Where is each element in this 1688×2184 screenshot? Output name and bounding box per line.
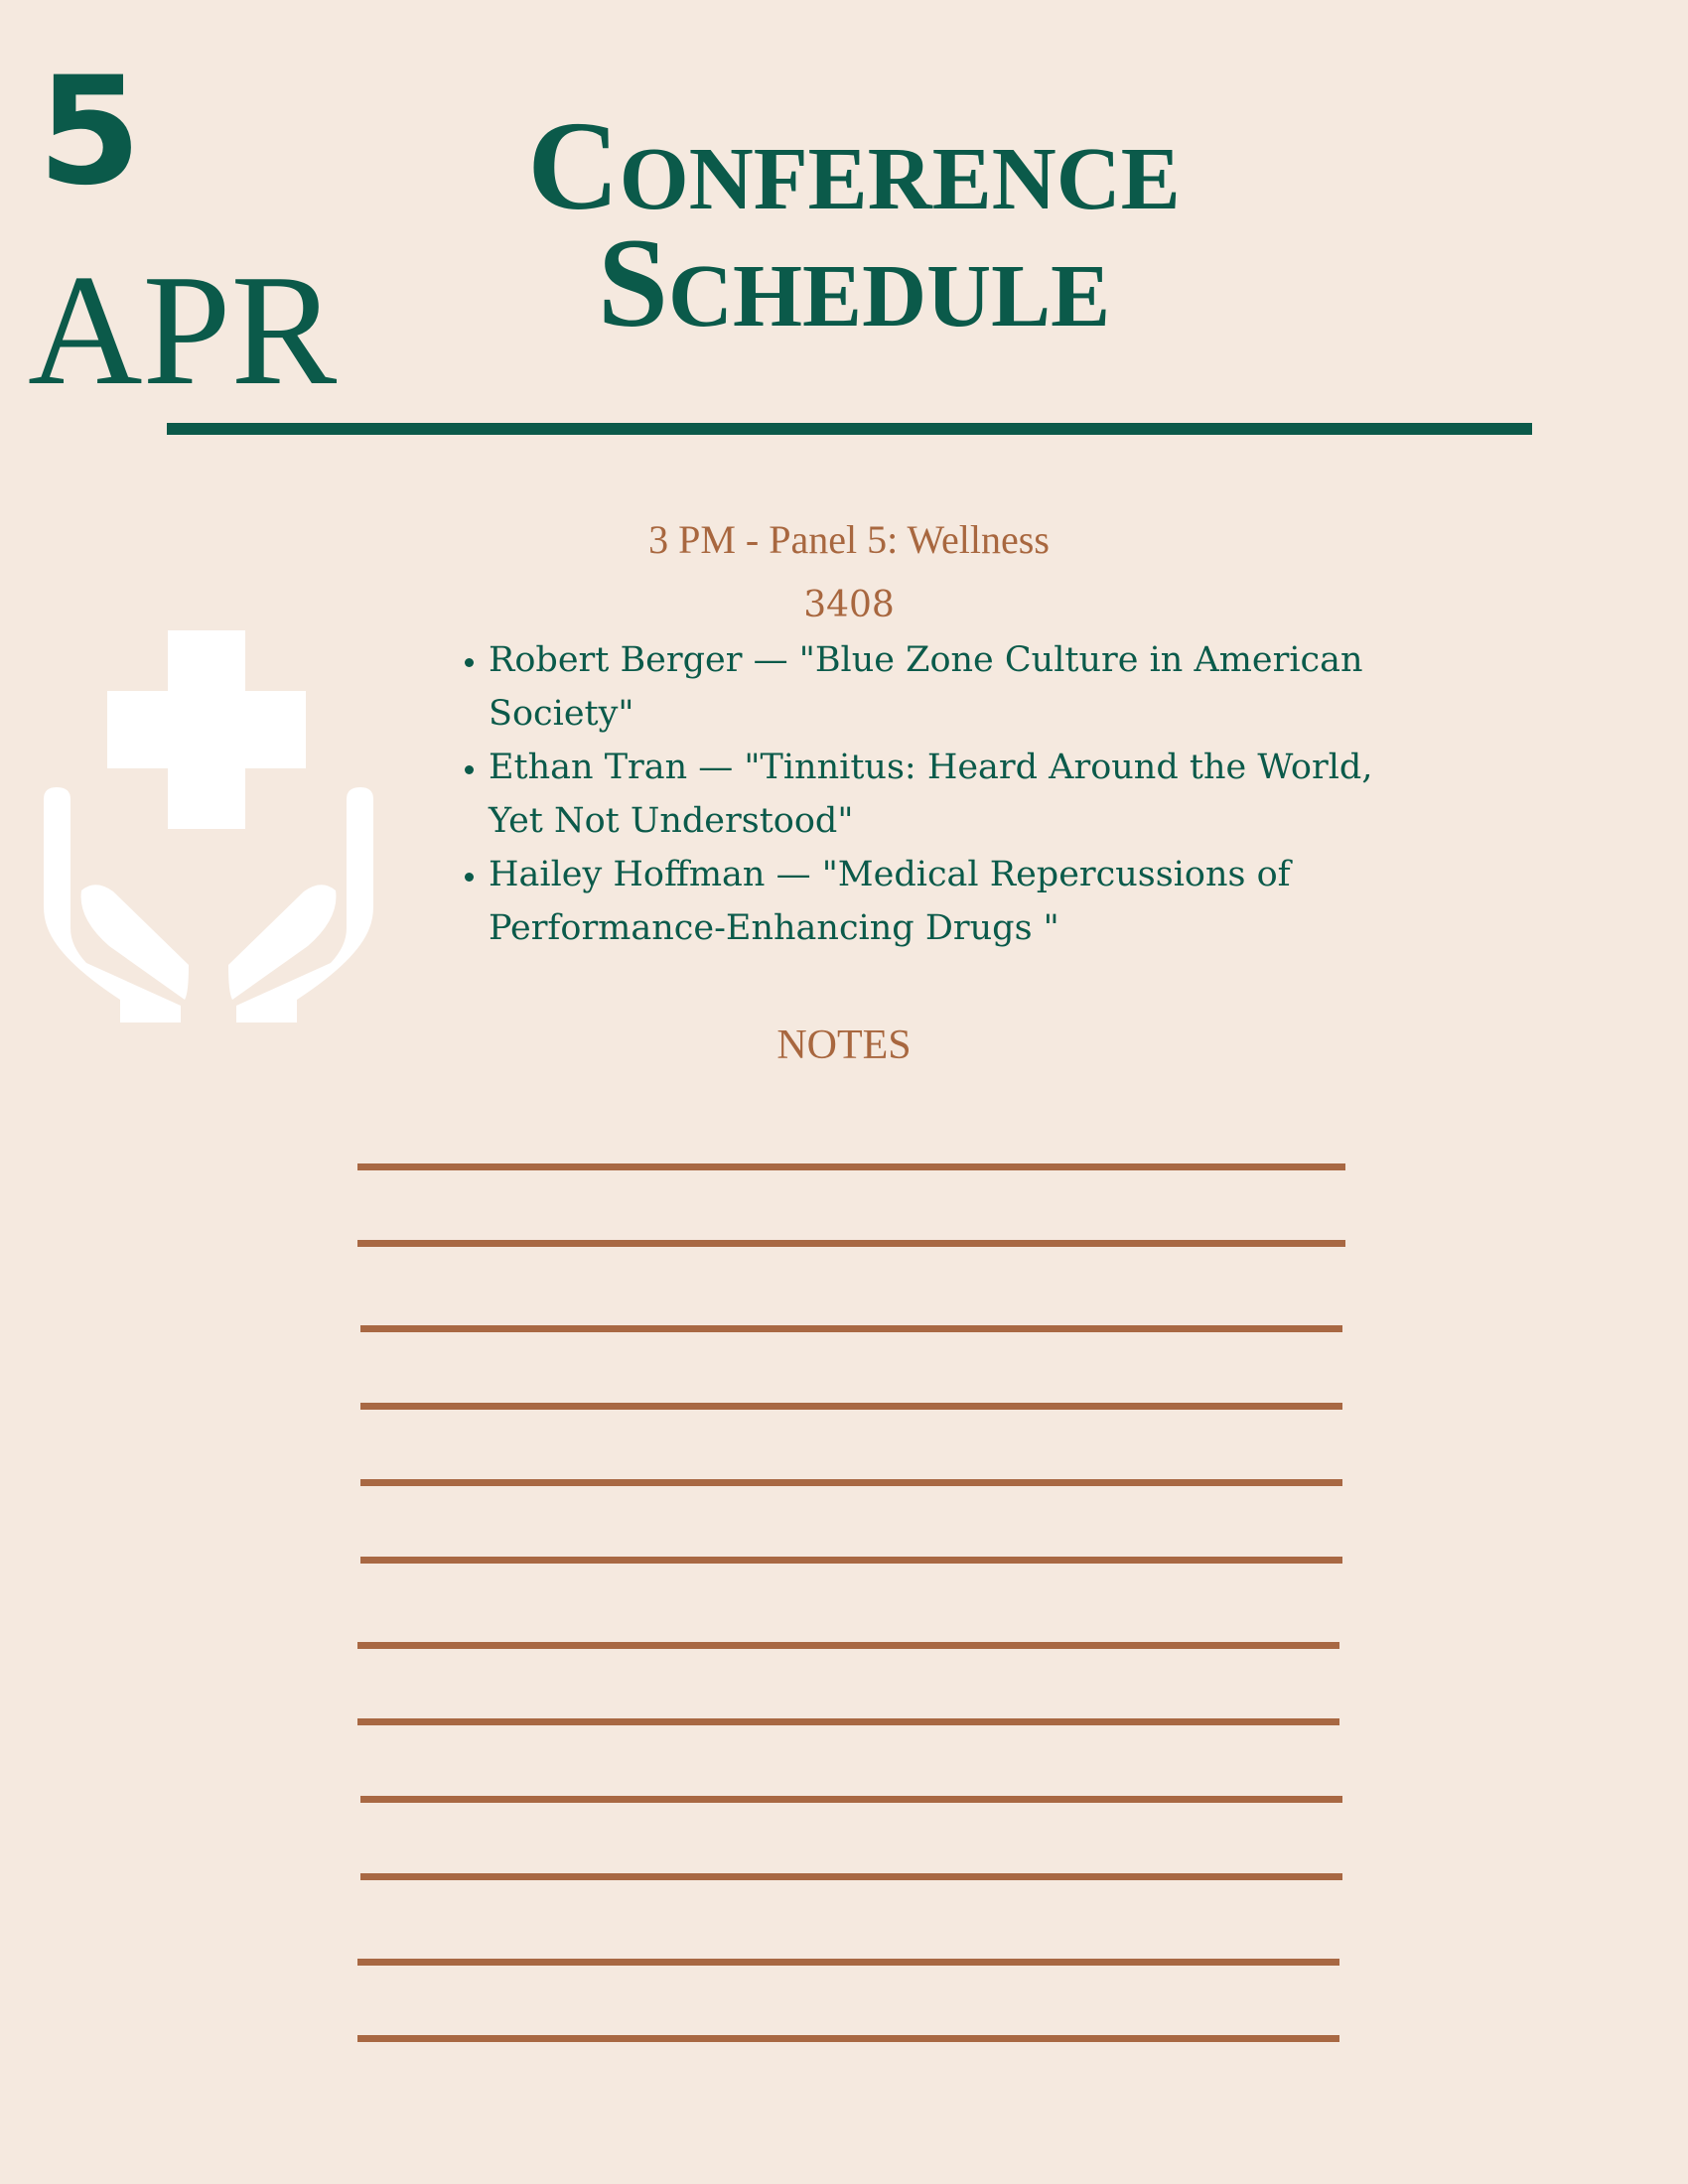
title-line-2: Schedule: [597, 212, 1111, 353]
note-line: [360, 1796, 1342, 1803]
note-line: [360, 1557, 1342, 1564]
note-line: [360, 1403, 1342, 1410]
session-room: 3408: [803, 585, 895, 625]
note-line: [357, 1959, 1339, 1966]
list-item: • Hailey Hoffman — "Medical Repercussions of Performance-Enhancing Drugs ": [489, 848, 1382, 955]
session-title: 3 PM - Panel 5: Wellness: [648, 517, 1050, 562]
title-line-1: Conference: [527, 95, 1181, 236]
note-line: [357, 1163, 1345, 1170]
talk-list: [449, 633, 1382, 955]
list-item: • Robert Berger — "Blue Zone Culture in American Society": [489, 633, 1382, 741]
date-day: 5: [38, 46, 138, 218]
note-line: [357, 1642, 1339, 1649]
list-item: • Ethan Tran — "Tinnitus: Heard Around the World, Yet Not Understood": [489, 741, 1382, 848]
note-line: [360, 1325, 1342, 1332]
header-divider: [167, 423, 1532, 435]
medical-cross-hands-icon: [40, 630, 377, 1023]
note-line: [357, 1240, 1345, 1247]
note-line: [357, 1718, 1339, 1725]
note-line: [360, 1873, 1342, 1880]
note-line: [357, 2035, 1339, 2042]
notes-label: NOTES: [776, 1023, 912, 1068]
date-month: APR: [28, 241, 338, 418]
note-line: [360, 1479, 1342, 1486]
page-title: [397, 95, 1311, 353]
